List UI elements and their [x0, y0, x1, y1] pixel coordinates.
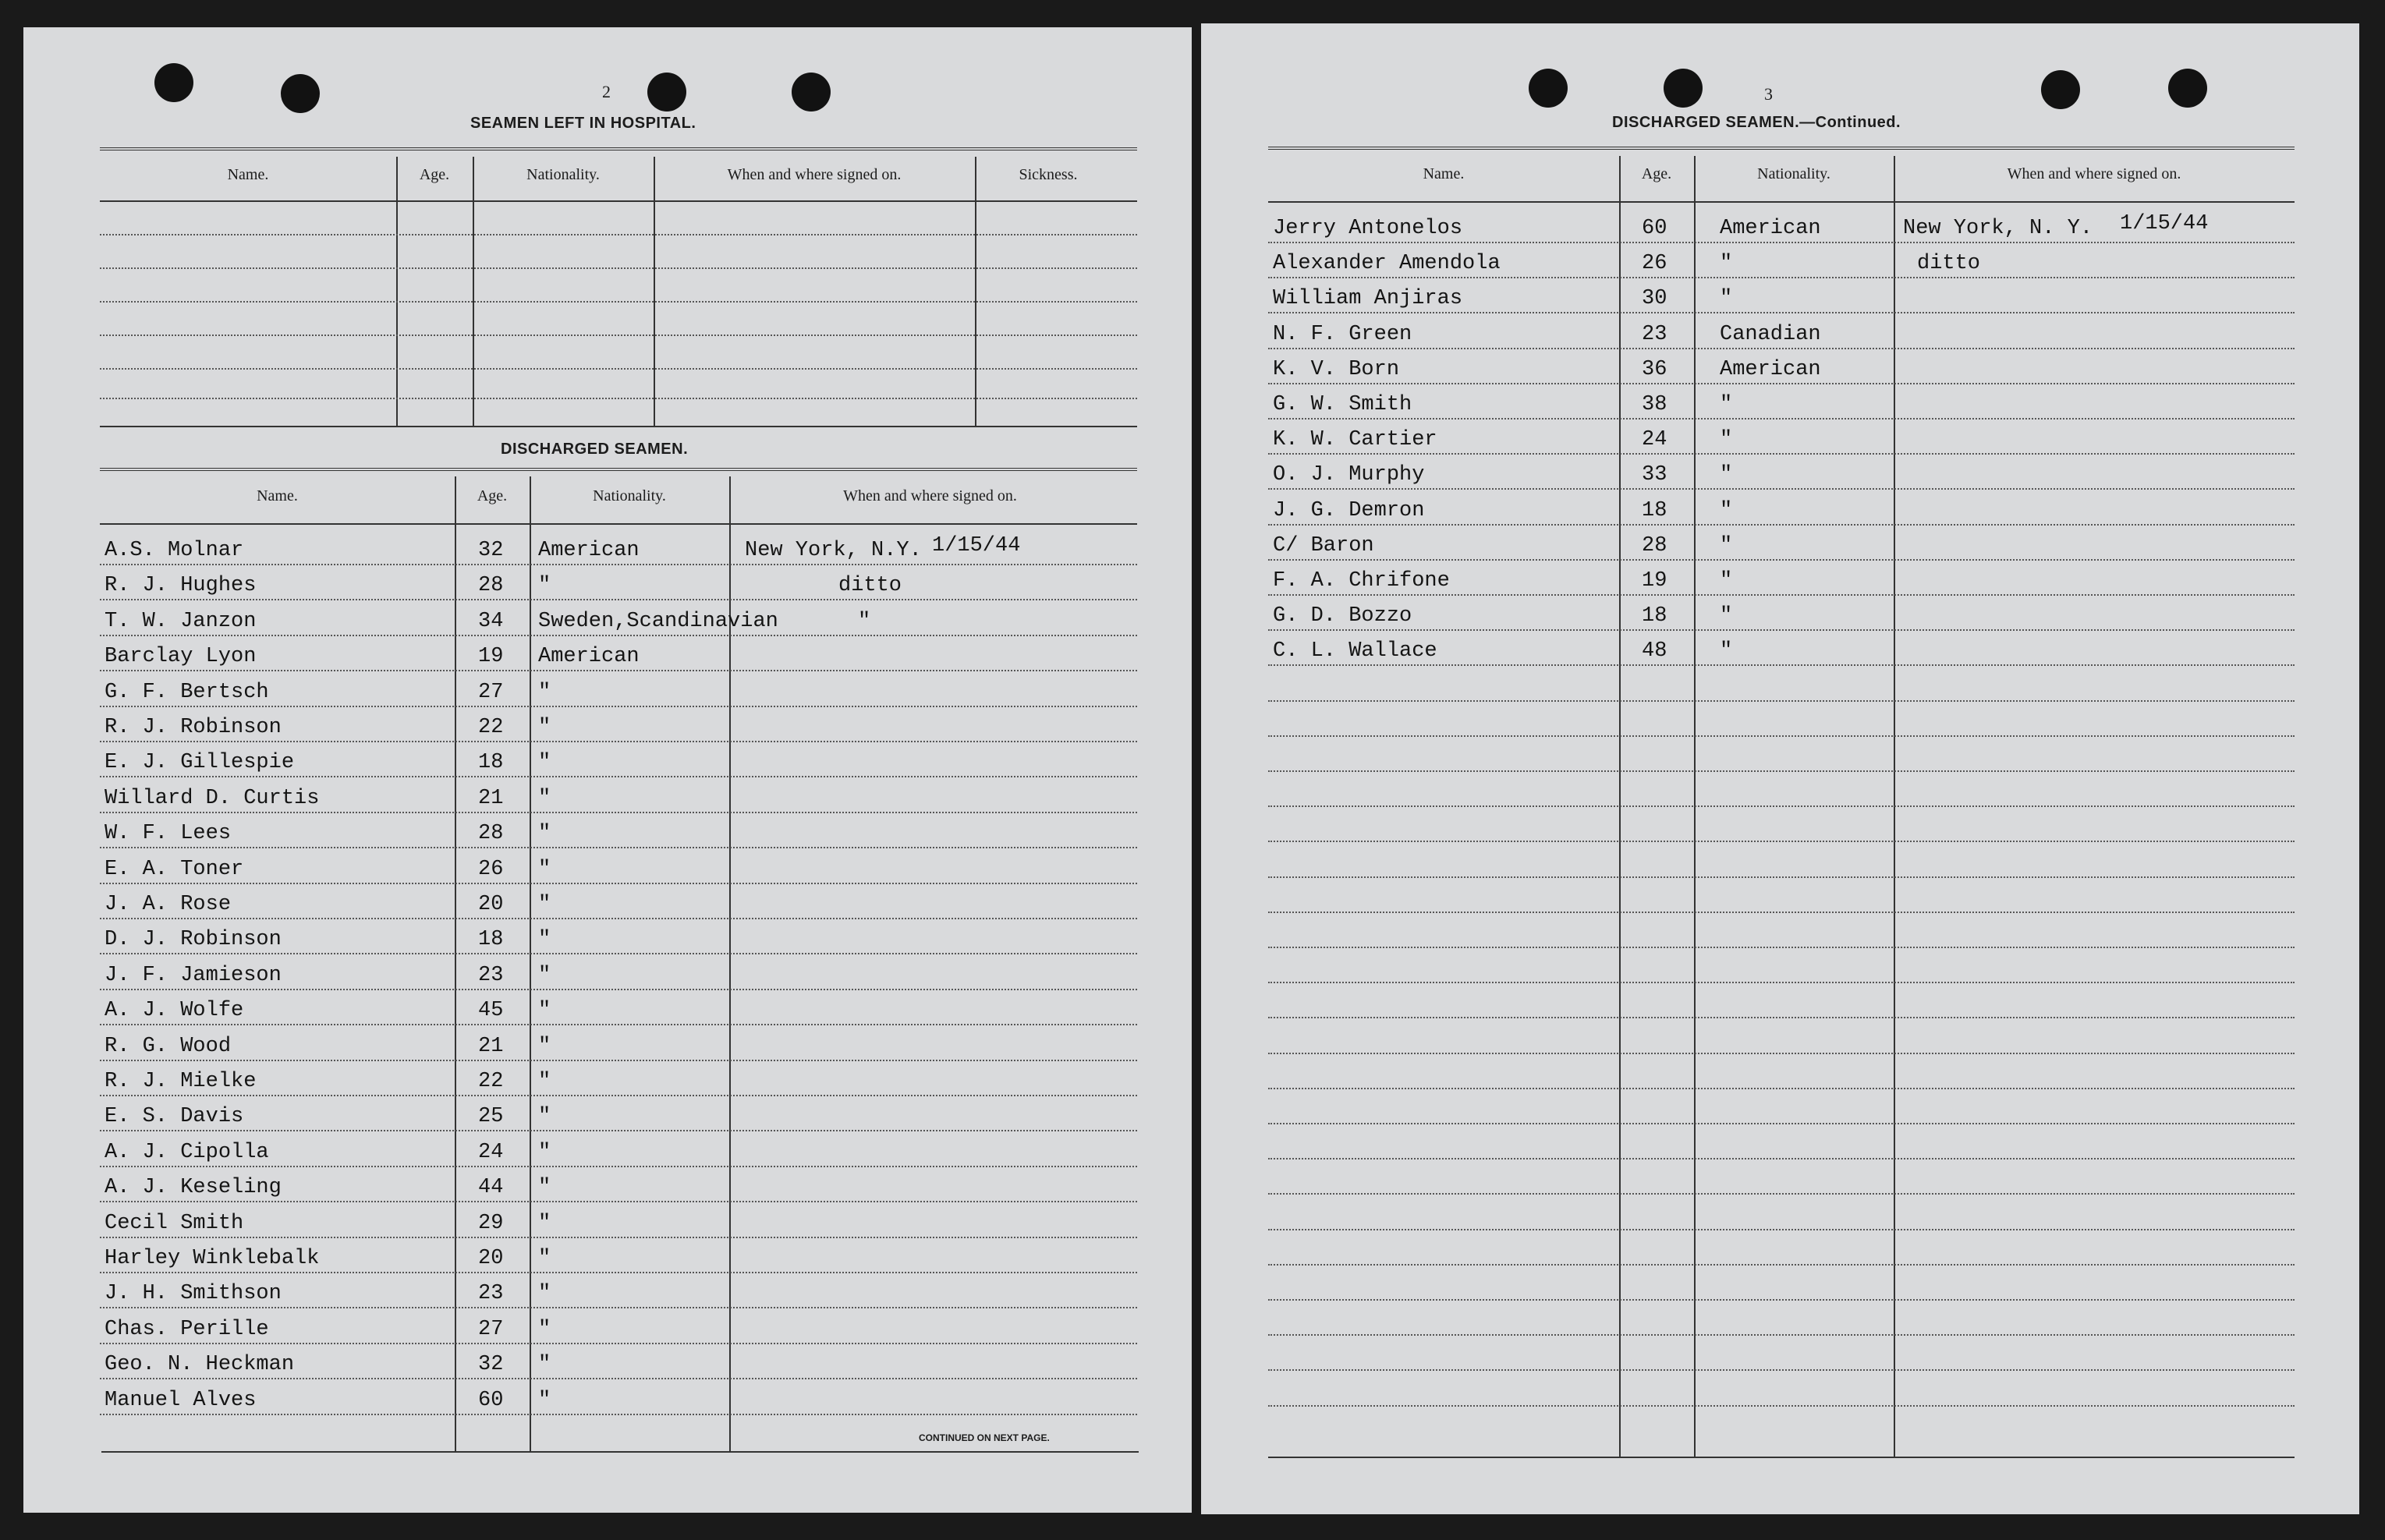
- header-rule: [1268, 201, 2295, 203]
- seaman-nationality: American: [538, 539, 640, 562]
- header-age: Age.: [1641, 165, 1672, 182]
- seaman-name: T. W. Janzon: [105, 609, 257, 633]
- seaman-nationality: ": [1720, 252, 1733, 276]
- seaman-age: 30: [1642, 287, 1667, 311]
- seaman-age: 28: [478, 822, 504, 846]
- seaman-name: G. D. Bozzo: [1273, 604, 1412, 628]
- left-page: [23, 27, 1192, 1513]
- seaman-age: 60: [478, 1388, 504, 1412]
- signed-on-place: New York, N.Y.: [745, 539, 922, 562]
- seaman-age: 44: [478, 1176, 504, 1200]
- seaman-nationality: ": [538, 1211, 551, 1235]
- signed-on-place: ditto: [1917, 252, 1981, 276]
- footer-note: CONTINUED ON NEXT PAGE.: [919, 1432, 1050, 1443]
- seaman-age: 21: [478, 1034, 504, 1058]
- seaman-age: 32: [478, 539, 504, 562]
- seaman-name: R. J. Robinson: [105, 716, 282, 739]
- seaman-nationality: ": [538, 1388, 551, 1412]
- seaman-nationality: ": [1720, 569, 1733, 593]
- ruled-line: [100, 1378, 1137, 1379]
- seaman-nationality: ": [538, 1034, 551, 1058]
- seaman-nationality: American: [538, 645, 640, 669]
- seaman-age: 23: [478, 1282, 504, 1306]
- table-rule: [100, 147, 1137, 150]
- seaman-name: Willard D. Curtis: [105, 786, 320, 810]
- header-age: Age.: [477, 487, 508, 504]
- seaman-age: 23: [478, 963, 504, 987]
- signed-on-place: New York, N. Y.: [1903, 217, 2093, 240]
- seaman-age: 20: [478, 893, 504, 916]
- ruled-line: [100, 1060, 1137, 1061]
- page-number: 2: [602, 82, 611, 101]
- seaman-name: A. J. Keseling: [105, 1176, 282, 1200]
- ruled-line: [1268, 1017, 2295, 1018]
- seaman-name: E. J. Gillespie: [105, 751, 295, 775]
- seaman-nationality: ": [1720, 393, 1733, 416]
- seaman-age: 19: [1642, 569, 1667, 593]
- ruled-line: [100, 989, 1137, 990]
- ruled-line: [1268, 242, 2295, 243]
- ruled-line: [1268, 629, 2295, 631]
- seaman-name: G. F. Bertsch: [105, 680, 269, 704]
- seaman-age: 18: [478, 928, 504, 952]
- seaman-name: J. G. Demron: [1273, 498, 1425, 522]
- seaman-nationality: ": [538, 1105, 551, 1129]
- seaman-nationality: ": [538, 963, 551, 987]
- ruled-line: [100, 635, 1137, 636]
- punch-hole: [792, 73, 831, 112]
- title-text: DISCHARGED SEAMEN.: [1612, 114, 1800, 131]
- seaman-age: 27: [478, 680, 504, 704]
- ruled-line: [1268, 312, 2295, 313]
- header-signed-on: When and where signed on.: [2007, 165, 2181, 182]
- col-divider: [530, 476, 531, 1451]
- seaman-nationality: ": [1720, 498, 1733, 522]
- seaman-age: 21: [478, 786, 504, 810]
- col-divider: [654, 157, 655, 426]
- ruled-line: [1268, 770, 2295, 772]
- seaman-nationality: ": [538, 786, 551, 810]
- seaman-nationality: American: [1720, 217, 1821, 240]
- seaman-name: William Anjiras: [1273, 287, 1463, 311]
- seaman-name: Harley Winklebalk: [105, 1247, 320, 1270]
- seaman-age: 23: [1642, 322, 1667, 346]
- punch-hole: [2041, 70, 2080, 109]
- seaman-nationality: ": [1720, 533, 1733, 558]
- seaman-nationality: ": [538, 574, 551, 598]
- ruled-line: [1268, 594, 2295, 596]
- blank-line: [100, 398, 1137, 399]
- seaman-age: 34: [478, 609, 504, 633]
- punch-hole: [1664, 69, 1703, 108]
- seaman-name: A.S. Molnar: [105, 539, 244, 562]
- seaman-age: 18: [1642, 498, 1667, 522]
- seaman-name: J. A. Rose: [105, 893, 232, 916]
- seaman-nationality: ": [538, 1247, 551, 1270]
- table-rule: [1268, 1457, 2295, 1458]
- seaman-nationality: ": [538, 822, 551, 846]
- seaman-name: E. A. Toner: [105, 857, 244, 881]
- seaman-nationality: ": [538, 928, 551, 952]
- ruled-line: [1268, 912, 2295, 913]
- header-age: Age.: [419, 166, 450, 183]
- seaman-age: 18: [1642, 604, 1667, 628]
- header-name: Name.: [227, 166, 269, 183]
- col-divider: [455, 476, 456, 1451]
- seaman-name: A. J. Cipolla: [105, 1140, 269, 1164]
- table-rule: [101, 1451, 1139, 1453]
- seaman-nationality: ": [1720, 428, 1733, 452]
- seaman-age: 20: [478, 1247, 504, 1270]
- seaman-name: O. J. Murphy: [1273, 463, 1425, 487]
- ruled-line: [100, 1024, 1137, 1025]
- ruled-line: [100, 1343, 1137, 1344]
- signed-on-date: 1/15/44: [2120, 212, 2209, 235]
- ruled-line: [100, 741, 1137, 742]
- ruled-line: [1268, 1299, 2295, 1301]
- seaman-name: R. J. Hughes: [105, 574, 257, 598]
- seaman-age: 26: [1642, 252, 1667, 276]
- seaman-age: 38: [1642, 393, 1667, 416]
- ruled-line: [1268, 1369, 2295, 1371]
- ruled-line: [1268, 277, 2295, 278]
- seaman-name: W. F. Lees: [105, 822, 232, 846]
- table-rule: [100, 426, 1137, 427]
- col-divider: [975, 157, 976, 426]
- page-number: 3: [1764, 84, 1773, 104]
- ruled-line: [100, 918, 1137, 919]
- header-name: Name.: [257, 487, 298, 504]
- punch-hole: [2168, 69, 2207, 108]
- col-divider: [396, 157, 398, 426]
- ruled-line: [1268, 453, 2295, 455]
- header-name: Name.: [1423, 165, 1465, 182]
- seaman-age: 27: [478, 1317, 504, 1341]
- ruled-line: [1268, 418, 2295, 420]
- ruled-line: [1268, 348, 2295, 349]
- col-divider: [473, 157, 474, 426]
- seaman-name: K. V. Born: [1273, 357, 1400, 381]
- ruled-line: [100, 1414, 1137, 1415]
- ruled-line: [1268, 1088, 2295, 1089]
- ruled-line: [100, 812, 1137, 813]
- seaman-nationality: ": [1720, 604, 1733, 628]
- signed-on-place: ": [858, 609, 871, 633]
- punch-hole: [281, 74, 320, 113]
- ruled-line: [1268, 1123, 2295, 1124]
- seaman-name: R. G. Wood: [105, 1034, 232, 1058]
- seaman-age: 33: [1642, 463, 1667, 487]
- seaman-nationality: Sweden,Scandinavian: [538, 609, 778, 633]
- ruled-line: [1268, 1158, 2295, 1159]
- seaman-nationality: ": [538, 857, 551, 881]
- header-nationality: Nationality.: [593, 487, 666, 504]
- ruled-line: [100, 1237, 1137, 1238]
- seaman-age: 24: [478, 1140, 504, 1164]
- ruled-line: [1268, 488, 2295, 490]
- ruled-line: [100, 847, 1137, 848]
- ruled-line: [1268, 1193, 2295, 1195]
- seaman-nationality: ": [1720, 639, 1733, 664]
- ruled-line: [1268, 700, 2295, 702]
- seaman-name: E. S. Davis: [105, 1105, 244, 1129]
- seaman-nationality: ": [1720, 463, 1733, 487]
- header-nationality: Nationality.: [1757, 165, 1830, 182]
- seaman-nationality: ": [538, 1282, 551, 1306]
- ruled-line: [100, 1095, 1137, 1096]
- seaman-age: 22: [478, 716, 504, 739]
- punch-hole: [154, 63, 193, 102]
- ruled-line: [1268, 982, 2295, 983]
- ruled-line: [100, 564, 1137, 565]
- ruled-line: [100, 953, 1137, 954]
- seaman-name: D. J. Robinson: [105, 928, 282, 952]
- ruled-line: [1268, 1405, 2295, 1407]
- seaman-nationality: ": [538, 1353, 551, 1377]
- ruled-line: [1268, 876, 2295, 878]
- signed-on-place: ditto: [838, 574, 902, 598]
- ruled-line: [1268, 559, 2295, 561]
- seaman-age: 48: [1642, 639, 1667, 664]
- seaman-name: N. F. Green: [1273, 322, 1412, 346]
- ruled-line: [100, 599, 1137, 600]
- seaman-name: R. J. Mielke: [105, 1070, 257, 1093]
- table-rule: [100, 468, 1137, 471]
- seaman-name: A. J. Wolfe: [105, 999, 244, 1023]
- blank-line: [100, 234, 1137, 235]
- seaman-age: 25: [478, 1105, 504, 1129]
- ruled-line: [1268, 524, 2295, 526]
- ruled-line: [100, 776, 1137, 777]
- seaman-nationality: ": [538, 893, 551, 916]
- header-signed-on: When and where signed on.: [843, 487, 1017, 504]
- seaman-age: 24: [1642, 428, 1667, 452]
- blank-line: [100, 267, 1137, 269]
- seaman-nationality: ": [538, 1317, 551, 1341]
- seaman-name: J. H. Smithson: [105, 1282, 282, 1306]
- seaman-nationality: Canadian: [1720, 322, 1821, 346]
- seaman-nationality: ": [538, 1070, 551, 1093]
- header-rule: [100, 523, 1137, 525]
- seaman-age: 26: [478, 857, 504, 881]
- seaman-age: 19: [478, 645, 504, 669]
- seaman-age: 36: [1642, 357, 1667, 381]
- header-sickness: Sickness.: [1019, 166, 1078, 183]
- title-suffix: —Continued.: [1799, 114, 1901, 131]
- header-signed-on: When and where signed on.: [727, 166, 902, 183]
- seaman-age: 18: [478, 751, 504, 775]
- seaman-nationality: ": [538, 680, 551, 704]
- header-nationality: Nationality.: [526, 166, 600, 183]
- seaman-name: Chas. Perille: [105, 1317, 269, 1341]
- seaman-nationality: ": [538, 1140, 551, 1164]
- seaman-name: C/ Baron: [1273, 533, 1374, 558]
- seaman-nationality: ": [1720, 287, 1733, 311]
- ruled-line: [100, 883, 1137, 884]
- ruled-line: [100, 1130, 1137, 1131]
- discharged-section-title: DISCHARGED SEAMEN.: [501, 441, 689, 458]
- seaman-age: 60: [1642, 217, 1667, 240]
- signed-on-date: 1/15/44: [932, 534, 1021, 558]
- seaman-name: Alexander Amendola: [1273, 252, 1501, 276]
- seaman-age: 29: [478, 1211, 504, 1235]
- right-page: [1201, 23, 2359, 1514]
- punch-hole: [647, 73, 686, 112]
- seaman-name: J. F. Jamieson: [105, 963, 282, 987]
- ruled-line: [1268, 1264, 2295, 1266]
- ruled-line: [100, 1201, 1137, 1202]
- seaman-name: F. A. Chrifone: [1273, 569, 1450, 593]
- seaman-age: 28: [1642, 533, 1667, 558]
- ruled-line: [1268, 805, 2295, 807]
- seaman-name: Jerry Antonelos: [1273, 217, 1463, 240]
- ruled-line: [100, 706, 1137, 707]
- seaman-nationality: ": [538, 999, 551, 1023]
- ruled-line: [100, 1166, 1137, 1167]
- seaman-nationality: ": [538, 1176, 551, 1200]
- ruled-line: [100, 1307, 1137, 1308]
- ruled-line: [1268, 947, 2295, 948]
- discharged-continued-title: [1612, 114, 1901, 132]
- seaman-nationality: ": [538, 716, 551, 739]
- blank-line: [100, 301, 1137, 303]
- ruled-line: [1268, 1053, 2295, 1054]
- seaman-nationality: ": [538, 751, 551, 775]
- ruled-line: [1268, 1334, 2295, 1336]
- ruled-line: [1268, 841, 2295, 842]
- seaman-name: G. W. Smith: [1273, 393, 1412, 416]
- seaman-name: Barclay Lyon: [105, 645, 257, 669]
- seaman-name: K. W. Cartier: [1273, 428, 1437, 452]
- ruled-line: [1268, 1229, 2295, 1230]
- ruled-line: [1268, 664, 2295, 666]
- ruled-line: [100, 670, 1137, 671]
- ruled-line: [1268, 735, 2295, 737]
- seaman-age: 22: [478, 1070, 504, 1093]
- blank-line: [100, 335, 1137, 336]
- seaman-name: Geo. N. Heckman: [105, 1353, 295, 1377]
- header-rule: [100, 200, 1137, 202]
- seaman-age: 28: [478, 574, 504, 598]
- seaman-nationality: American: [1720, 357, 1821, 381]
- seaman-name: C. L. Wallace: [1273, 639, 1437, 664]
- ruled-line: [100, 1272, 1137, 1273]
- seaman-age: 45: [478, 999, 504, 1023]
- hospital-section-title: SEAMEN LEFT IN HOSPITAL.: [470, 115, 696, 132]
- table-rule: [1268, 147, 2295, 150]
- seaman-name: Manuel Alves: [105, 1388, 257, 1412]
- ruled-line: [1268, 383, 2295, 384]
- punch-hole: [1529, 69, 1568, 108]
- seaman-name: Cecil Smith: [105, 1211, 244, 1235]
- seaman-age: 32: [478, 1353, 504, 1377]
- blank-line: [100, 368, 1137, 370]
